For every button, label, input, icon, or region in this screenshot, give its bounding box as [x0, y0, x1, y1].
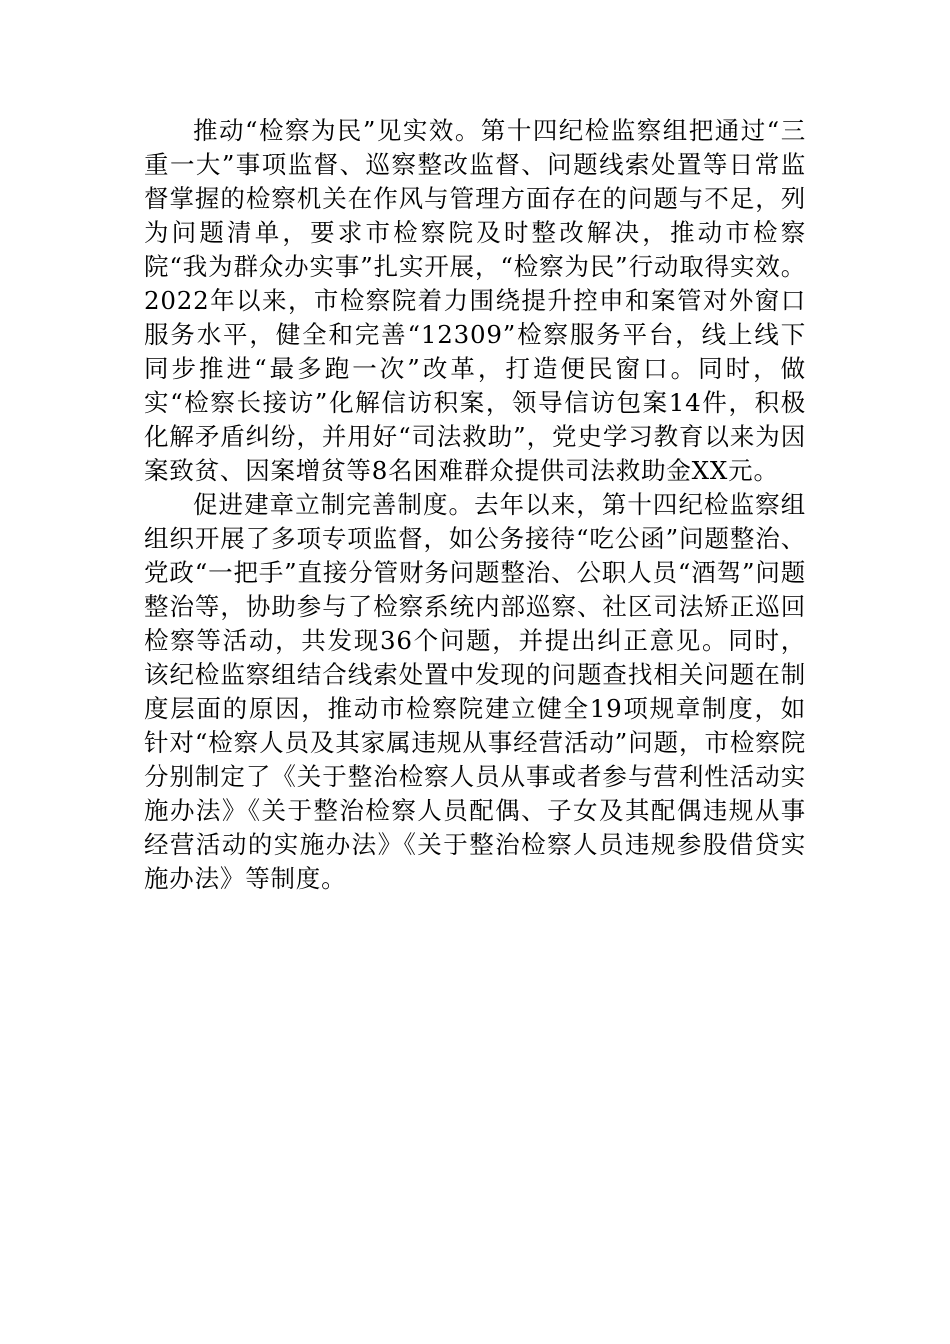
document-body — [144, 114, 806, 896]
paragraph-rules-and-systems: 促进建章立制完善制度。去年以来，第十四纪检监察组组织开展了多项专项监督，如公务接待“吃公函”问题整治、党政“一把手”直接分管财务问题整治、公职人员“酒驾”问题整治等，协助参与了检察系统内部巡察、社区司法矫正巡回检察等活动，共发现36个问题，并提出纠正意见。同时，该纪检监察组结合线索处置中发现的问题查找相关问题在制度层面的原因，推动市检察院建立健全19项规章制度，如针对“检察人员及其家属违规从事经营活动”问题，市检察院分别制定了《关于整治检察人员从事或者参与营利性活动实施办法》《关于整治检察人员配偶、子女及其配偶违规从事经营活动的实施办法》《关于整治检察人员违规参股借贷实施办法》等制度。 — [144, 490, 806, 893]
paragraph-procuratorate-for-people: 推动“检察为民”见实效。第十四纪检监察组把通过“三重一大”事项监督、巡察整改监督、问题线索处置等日常监督掌握的检察机关在作风与管理方面存在的问题与不足，列为问题清单，要求市检察院及时整改解决，推动市检察院“我为群众办实事”扎实开展，“检察为民”行动取得实效。2022年以来，市检察院着力围绕提升控申和案管对外窗口服务水平，健全和完善“12309”检察服务平台，线上线下同步推进“最多跑一次”改革，打造便民窗口。同时，做实“检察长接访”化解信访积案，领导信访包案14件，积极化解矛盾纠纷，并用好“司法救助”，党史学习教育以来为因案致贫、因案增贫等8名困难群众提供司法救助金XX元。 — [144, 116, 806, 485]
